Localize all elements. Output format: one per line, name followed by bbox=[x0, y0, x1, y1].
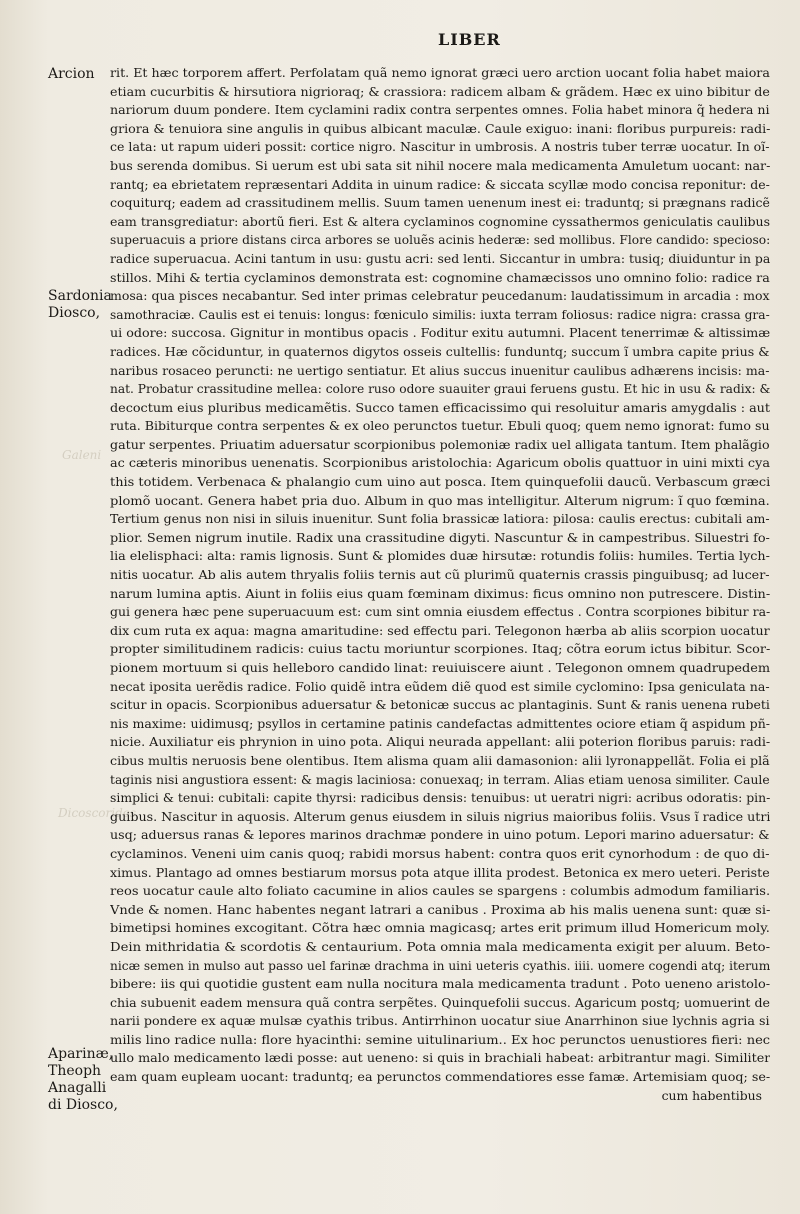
text-line: bus serenda domibus. Si uerum est ubi sata sit nihil nocere mala medicamenta Amuletum uocant: nar- bbox=[110, 157, 770, 173]
text-line: necat iposita uerẽdis radice. Folio quidẽ intra eũdem diẽ quod est simile cyclomino: Ipsa geniculata na- bbox=[110, 678, 770, 694]
text-line: reos uocatur caule alto foliato cacumine in alios caules se spargens : columbis admodum familiaris. bbox=[110, 883, 770, 899]
text-line: nicie. Auxiliatur eis phrynion in uino pota. Aliqui neurada appellant: alii poterion floribus paruis: radi- bbox=[110, 734, 770, 750]
text-line: Tertium genus non nisi in siluis inuenitur. Sunt folia brassicæ latiora: pilosa: caulis erectus: cubitali am- bbox=[110, 511, 770, 527]
text-line: ac cæteris minoribus uenenatis. Scorpionibus aristolochia: Agaricum obolis quattuor in uini mixti cya bbox=[110, 455, 770, 471]
text-line: bimetipsi homines excogitant. Cõtra hæc omnia magicasq; artes erit primum illud Homericum moly. bbox=[110, 920, 770, 936]
text-line: pionem mortuum si quis helleboro candido linat: reuiuiscere aiunt . Telegonon omnem quadrupedem bbox=[110, 660, 770, 675]
text-line: samothraciæ. Caulis est ei tenuis: longus: fœniculo similis: iuxta terram foliosus: radice nigra: crassa gra- bbox=[110, 306, 770, 322]
text-line: narii pondere ex aquæ mulsæ cyathis tribus. Antirrhinon uocatur siue Anarrhinon siue lychnis agria si bbox=[110, 1013, 770, 1029]
text-line: rit. Et hæc torporem affert. Perfolatam quã nemo ignorat græci uero arction uocant folia habet maiora bbox=[110, 65, 770, 80]
text-line: Vnde & nomen. Hanc habentes negant latrari a canibus . Proxima ab his malis uenena sunt: quæ si- bbox=[110, 901, 770, 917]
text-line: this totidem. Verbenaca & phalangio cum uino aut posca. Item quinquefolii daucũ. Verbascum græci bbox=[110, 474, 770, 490]
text-line: bibere: iis qui quotidie gustent eam nulla nocitura mala medicamenta tradunt . Poto ueneno aristolo- bbox=[110, 976, 770, 992]
text-line: usq; aduersus ranas & lepores marinos drachmæ pondere in uino potum. Lepori marino aduersatur: & bbox=[110, 827, 770, 843]
text-line: ullo malo medicamento lædi posse: aut ueneno: si quis in brachiali habeat: arbitrantur magi. Similiter bbox=[110, 1050, 770, 1066]
text-line: lia elelisphaci: alta: ramis lignosis. Sunt & plomides duæ hirsutæ: rotundis foliis: humiles. Tertia lych- bbox=[110, 548, 770, 564]
text-line: cibus multis neruosis bene olentibus. Item alisma quam alii damasonion: alii lyronappellãt. Folia ei plã bbox=[110, 752, 770, 768]
marginal-note-aparinae bbox=[48, 1046, 118, 1114]
show-through-text: Galeni bbox=[62, 448, 102, 462]
text-line: radices. Hæ cõciduntur, in quaternos digytos osseis cultellis: funduntq; succum ĩ umbra capite prius & bbox=[110, 343, 770, 359]
text-line: dix cum ruta ex aqua: magna amaritudine: sed effectu pari. Telegonon hærba ab aliis scorpion uocatur bbox=[110, 622, 770, 638]
text-line: gui genera hæc pene superuacuum est: cum sint omnia eiusdem effectus . Contra scorpiones bibitur ra- bbox=[110, 604, 770, 620]
marginal-note-line: Anagalli bbox=[48, 1080, 107, 1096]
marginal-note-line: Arcion bbox=[48, 66, 95, 82]
text-line: coquiturq; eadem ad crassitudinem mellis. Suum tamen uenenum inest ei: traduntq; si prægnans radicẽ bbox=[110, 195, 770, 211]
text-line: rantq; ea ebrietatem repræsentari Addita in uinum radice: & siccata scyllæ modo concisa reponitur: de- bbox=[110, 176, 770, 192]
text-line: ruta. Bibiturque contra serpentes & ex oleo perunctos tuetur. Ebuli quoq; quem nemo ignorat: fumo su bbox=[110, 418, 770, 434]
text-line: ce lata: ut rapum uideri possit: cortice nigro. Nascitur in umbrosis. A nostris tuber terræ uocatur. In oĩ- bbox=[110, 139, 770, 155]
text-line: simplici & tenui: cubitali: capite thyrsi: radicibus densis: tenuibus: ut ueratri nigri: acribus odoratis: pin- bbox=[110, 790, 770, 806]
text-line: radice superuacua. Acini tantum in usu: gustu acri: sed lenti. Siccantur in umbra: tusiq; diuiduntur in pa bbox=[110, 250, 770, 266]
text-line: decoctum eius pluribus medicamẽtis. Succo tamen efficacissimo qui resoluitur amaris amygdalis : aut bbox=[110, 399, 770, 415]
marginal-note-line: Theoph bbox=[48, 1063, 102, 1079]
text-line: milis lino radice nulla: flore hyacinthi: semine uitulinarium.. Ex hoc perunctos uenustiores fieri: nec bbox=[110, 1031, 770, 1047]
text-line: cyclaminos. Veneni uim canis quoq; rabidi morsus habent: contra quos erit cynorhodum : de quo di- bbox=[110, 845, 770, 861]
text-line: taginis nisi angustiora essent: & magis laciniosa: conuexaq; in terram. Alias etiam uenosa similiter. Caule bbox=[110, 771, 770, 787]
text-line: griora & tenuiora sine angulis in quibus albicant maculæ. Caule exiguo: inani: floribus purpureis: radi- bbox=[110, 120, 770, 136]
show-through-text: Dicoscorides bbox=[58, 806, 137, 820]
text-line: nitis uocatur. Ab alis autem thryalis foliis ternis aut cũ plurimũ quaternis crassis pinguibusq; ad lucer- bbox=[110, 567, 770, 583]
text-line: Dein mithridatia & scordotis & centaurium. Pota omnia mala medicamenta exigit per aluum. Beto- bbox=[110, 938, 770, 954]
text-line: plior. Semen nigrum inutile. Radix una crassitudine digyti. Nascuntur & in campestribus. Siluestri fo- bbox=[110, 529, 770, 545]
text-line: stillos. Mihi & tertia cyclaminos demonstrata est: cognomine chamæcissos uno omnino folio: radice ra bbox=[110, 269, 770, 285]
running-head: LIBER bbox=[438, 30, 501, 49]
text-line: nicæ semen in mulso aut passo uel farinæ drachma in uini ueteris cyathis. iiii. uomere cogendi atq; iterum bbox=[110, 957, 770, 973]
text-line: guibus. Nascitur in aquosis. Alterum genus eiusdem in siluis nigrius maioribus foliis. Vsus ĩ radice utri bbox=[110, 808, 770, 824]
text-line: cum habentibus bbox=[661, 1087, 762, 1103]
text-line: chia subuenit eadem mensura quã contra serpẽtes. Quinquefolii succus. Agaricum postq; uomuerint de bbox=[110, 994, 770, 1010]
text-line: etiam cucurbitis & hirsutiora nigrioraq; & crassiora: radicem albam & grãdem. Hæc ex uino bibitur de bbox=[110, 83, 770, 99]
text-line: superuacuis a priore distans circa arbores se uoluẽs acinis hederæ: sed mollibus. Flore candido: specioso: bbox=[110, 232, 770, 248]
text-line: naribus rosaceo peruncti: ne uertigo sentiatur. Et alius succus inuenitur caulibus adhærens incisis: ma- bbox=[110, 362, 770, 378]
text-line: narum lumina aptis. Aiunt in foliis eius quam fœminam diximus: ficus omnino non putrescere. Distin- bbox=[110, 585, 770, 601]
marginal-note-line: Sardonia bbox=[48, 288, 112, 304]
marginal-note-arcion bbox=[48, 66, 95, 83]
text-line: gatur serpentes. Priuatim aduersatur scorpionibus polemoniæ radix uel alligata tantum. Item phalãgio bbox=[110, 436, 770, 452]
marginal-note-line: Aparinæ, bbox=[48, 1046, 114, 1062]
marginal-note-line: Diosco, bbox=[48, 305, 101, 321]
text-line: nis maxime: uidimusq; psyllos in certamine patinis candefactas admittentes ociore etiam q̃ aspidum pñ- bbox=[110, 715, 770, 731]
text-line: scitur in opacis. Scorpionibus aduersatur & betonicæ succus ac plantaginis. Sunt & ranis uenena rubeti bbox=[110, 697, 770, 713]
text-line: nat. Probatur crassitudine mellea: colore ruso odore suauiter graui feruens gustu. Et hic in usu & radix: & bbox=[110, 381, 770, 397]
text-line: nariorum duum pondere. Item cyclamini radix contra serpentes omnes. Folia habet minora q̃ hedera ni bbox=[110, 102, 770, 118]
marginal-note-line: di Diosco, bbox=[48, 1097, 118, 1113]
text-line: eam transgrediatur: abortũ fieri. Est & altera cyclaminos cognomine cyssathermos geniculatis caulibus bbox=[110, 213, 770, 229]
main-text-column bbox=[110, 64, 770, 1105]
marginal-note-sardonia bbox=[48, 288, 112, 322]
text-line: ximus. Plantago ad omnes bestiarum morsus pota atque illita prodest. Betonica ex mero ueteri. Periste bbox=[110, 864, 770, 880]
text-line: plomõ uocant. Genera habet pria duo. Album in quo mas intelligitur. Alterum nigrum: ĩ quo fœmina. bbox=[110, 492, 770, 508]
text-line: ui odore: succosa. Gignitur in montibus opacis . Foditur exitu autumni. Placent tenerrimæ & altissimæ bbox=[110, 325, 770, 341]
text-line: propter similitudinem radicis: cuius tactu moriuntur scorpiones. Itaq; cõtra eorum ictus bibitur. Scor- bbox=[110, 641, 770, 657]
text-line: mosa: qua pisces necabantur. Sed inter primas celebratur peucedanum: laudatissimum in arcadia : mox bbox=[110, 288, 770, 304]
text-line: eam quam eupleam uocant: traduntq; ea perunctos commendatiores esse famæ. Artemisiam quoq; se- bbox=[110, 1069, 770, 1085]
